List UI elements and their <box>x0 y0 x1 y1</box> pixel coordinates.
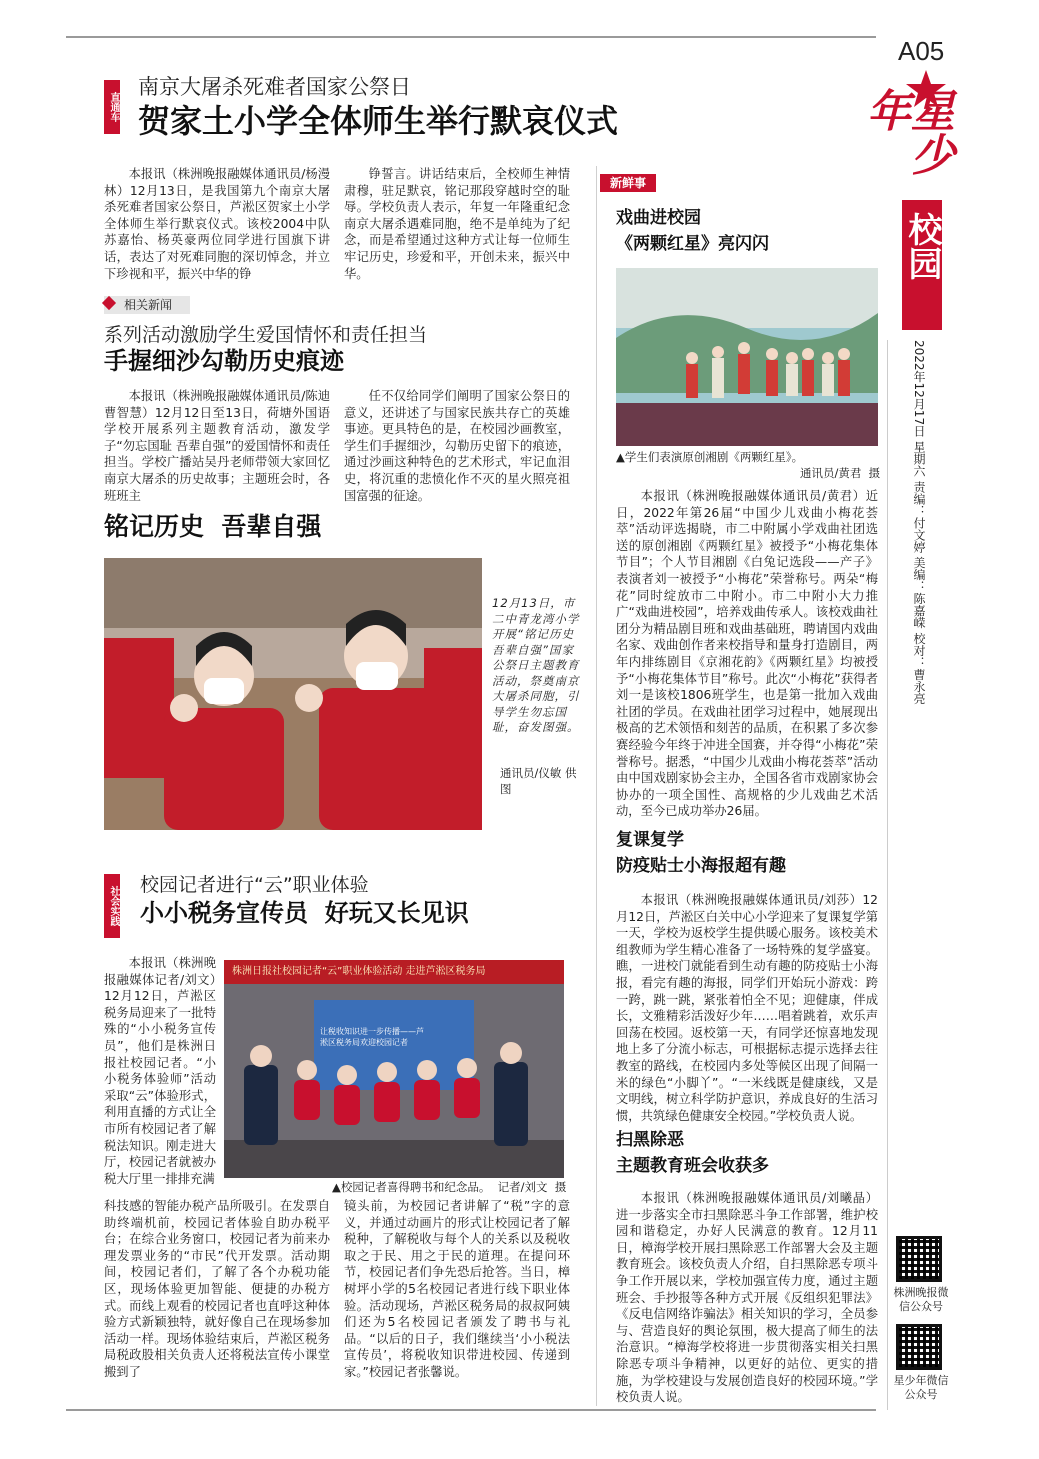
career-photo-caption: ▲校园记者喜得聘书和纪念品。 记者/刘文 摄 <box>332 1180 567 1194</box>
lead-title: 贺家土小学全体师生举行默哀仪式 <box>138 102 619 140</box>
poster-body: 本报讯（株洲晚报融媒体通讯员/刘莎）12月12日，芦淞区白关中心小学迎来了复课复学第一天，学校为返校学生提供暖心服务。该校美术组教师为学生精心准备了一场特殊的复学盛宴。瞧，一进校门就能看到生动有趣的防疫贴士小海报，看完有趣的海报，同学们开始玩小游戏：跨一跨，跳一跳，紧张着怕全不见；迎健康，伴成长，文雅精彩活泼好少年……唱着跳着，欢乐声回荡在校园。返校第一天，有同学还惊喜地发现地上多了分流小标志，可根据标志提示选择去往教室的路线，在校园内多处等候区出现了间隔一米的绿色“小脚丫”。“一米线既是健康线，又是文明线，树立科学防护意识，养成良好的生活习惯，共筑绿色健康安全校园。”学校负责人说。 <box>616 893 878 1123</box>
photo-students-oath <box>104 558 482 830</box>
right-divider <box>887 340 888 1410</box>
qr-code-evening-news[interactable] <box>896 1236 942 1282</box>
column-divider <box>596 166 597 1406</box>
photo-story-credit: 通讯员/仪敏 供图 <box>500 766 577 796</box>
section-badge <box>902 200 942 330</box>
career-title: 小小税务宣传员 好玩又长见识 <box>140 899 469 927</box>
career-col1: 科技感的智能办税产品所吸引。在发票自助终端机前，校园记者体验自助办税平台；在综合业务窗口，校园记者为前来办理发票业务的“市民”代开发票。活动期间，校园记者们，了解了各个办税功能区，现场体验更加智能、便捷的办税方式。而线上观看的校园记者也直呼这种体验方式新颖独特，就好像自己在现场参加活动一样。现场体验结束后，芦淞区税务局税政股相关负责人还将税法宣传小课堂搬到了 <box>104 1199 330 1379</box>
photo-opera-stage <box>616 268 878 446</box>
poster-title-line2: 防疫贴士小海报超有趣 <box>616 856 786 876</box>
career-col2: 镜头前，为校园记者讲解了“税”字的意义，并通过动画片的形式让校园记者了解税种，了解税收与每个人的关系以及税收取之于民、用之于民的道理。在提问环节，校园记者们争先恐后抢答。当日，樟树坪小学的5名校园记者进行线下职业体验。活动现场，芦淞区税务局的叔叔阿姨们还为5名校园记者颁发了聘书与礼品。“以后的日子，我们继续当‘小小税法宣传员’，将税收知识带进校园、传递到家。”校园记者张馨说。 <box>344 1199 570 1379</box>
antigang-body: 本报讯（株洲晚报融媒体通讯员/刘曦晶）进一步落实全市扫黑除恶斗争工作部署，维护校园和谐稳定，办好人民满意的教育。12月11日，樟海学校开展扫黑除恶工作部署大会及主题教育班会。该校负责人介绍，自扫黑除恶专项斗争工作开展以来，学校加强宣传力度，通过主题班会、手抄报等各种方式开展《反组织犯罪法》《反电信网络诈骗法》相关知识的学习，全员参与、营造良好的舆论氛围，极大提高了师生的法治意识。“樟海学校将进一步贯彻落实相关扫黑除恶专项斗争精神，以更好的站位、更实的措施，为学校建设与发展创造良好的校园环境。”学校负责人说。 <box>616 1191 878 1405</box>
career-intro: 本报讯（株洲晚报融媒体记者/刘文）12月12日，芦淞区税务局迎来了一批特殊的“小小税务宣传员”，他们是株洲日报社校园记者。“小小税务体验师”活动采取“云”体验形式，利用直播的方式让全市所有校园记者了解税法知识。刚走进大厅，校园记者就被办税大厅里一排排充满 <box>104 956 216 1186</box>
lead-tag: 直通车 <box>104 80 120 134</box>
tax-screen-text: 让税收知识进一步传播——芦淞区税务局欢迎校园记者 <box>320 1027 424 1047</box>
photo-story-caption: 12月13日，市二中青龙湾小学开展“铭记历史 吾辈自强”国家公祭日主题教育活动，祭奠南京大屠杀同胞，引导学生勿忘国耻，奋发图强。 <box>492 596 580 734</box>
qr-code-xingshaonian[interactable] <box>896 1324 942 1370</box>
brand-text: 星少年 <box>859 88 954 176</box>
bottom-rule <box>66 1409 876 1411</box>
related-col1: 本报讯（株洲晚报融媒体通讯员/陈迪 曹智慧）12月12日至13日，荷塘外国语学校开展系列主题教育活动，激发学子“勿忘国耻 吾辈自强”的爱国情怀和责任担当。学校广播站吴丹老师带领大家回忆南京大屠杀的历史故事；主题班会时，各班班主 <box>104 389 330 503</box>
section-label: 校园 <box>902 212 942 280</box>
lead-subtitle: 南京大屠杀死难者国家公祭日 <box>138 75 411 99</box>
related-subtitle: 系列活动激励学生爱国情怀和责任担当 <box>104 324 428 346</box>
photo-tax-reporters <box>224 960 564 1178</box>
related-col2: 任不仅给同学们阐明了国家公祭日的意义，还讲述了与国家民族共存亡的英雄事迹。更具特色的是，在校园沙画教室，学生们手握细沙，勾勒历史留下的痕迹，通过沙画这种特色的艺术形式，牢记血泪史，将沉重的悲愤化作不灭的星火照亮祖国富强的征途。 <box>344 389 570 503</box>
related-tag: 相关新闻 <box>124 298 173 312</box>
brand-logo <box>859 70 962 200</box>
date-credits: 2022年12月17日 星期六 责编：付文婷 美编：陈嘉嵘 校对：曹永亮 <box>912 340 926 705</box>
opera-title-line2: 《两颗红星》亮闪闪 <box>616 234 769 254</box>
qr-label-evening-news: 株洲晚报微信公众号 <box>893 1286 949 1313</box>
opera-photo-credit: 通讯员/黄君 摄 <box>800 466 881 480</box>
page-number: A05 <box>898 36 945 66</box>
career-tag: 社会实践 <box>104 874 120 938</box>
top-rule <box>66 36 876 38</box>
photo-story-title: 铭记历史 吾辈自强 <box>104 512 322 541</box>
opera-tag: 新鲜事 <box>600 174 656 192</box>
qr-label-xingshaonian: 星少年微信公众号 <box>893 1374 949 1401</box>
career-subtitle: 校园记者进行“云”职业体验 <box>140 874 369 896</box>
opera-body: 本报讯（株洲晚报融媒体通讯员/黄君）近日，2022年第26届“中国少儿戏曲小梅花荟萃”活动评选揭晓，市二中附属小学戏曲社团选送的原创湘剧《两颗红星》被授予“小梅花集体节目”；个人节目湘剧《白兔记选段——产子》表演者刘一被授予“小梅花”荣誉称号。两朵“梅花”同时绽放市二中附小。市二中附小大力推广“戏曲进校园”，培养戏曲传承人。该校戏曲社团分为精品剧目班和戏曲基础班，聘请国内戏曲名家、戏曲创作者来校指导和量身打造剧目，两年内排练剧目《京湘花韵》《两颗红星》均被授予“小梅花集体节目”称号。此次“小梅花”获得者刘一是该校1806班学生，也是第一批加入戏曲社团的学员。在戏曲社团学习过程中，她展现出极高的艺术领悟和刻苦的品质，在积累了多次参赛经验今年终于冲进全国赛，并夺得“小梅花”荣誉称号。据悉，“中国少儿戏曲小梅花荟萃”活动由中国戏剧家协会主办，全国各省市戏剧家协会协办的一项全国性、高规格的少儿戏曲艺术活动，至今已成功举办26届。 <box>616 489 878 819</box>
lead-col2: 铮誓言。讲话结束后，全校师生神情肃穆，驻足默哀，铭记那段穿越时空的耻辱。学校负责人表示，年复一年隆重纪念南京大屠杀遇难同胞，绝不是单纯为了纪念，而是希望通过这种方式让每一位师生牢记历史，珍爱和平，开创未来，振兴中华。 <box>344 167 570 281</box>
opera-title-line1: 戏曲进校园 <box>616 208 701 228</box>
related-title: 手握细沙勾勒历史痕迹 <box>104 347 344 375</box>
poster-title-line1: 复课复学 <box>616 830 684 850</box>
opera-photo-caption: ▲学生们表演原创湘剧《两颗红星》。 <box>616 450 804 464</box>
tax-banner-text: 株洲日报社校园记者“云”职业体验活动 走进芦淞区税务局 <box>232 966 486 977</box>
lead-col1: 本报讯（株洲晚报融媒体通讯员/杨漫林）12月13日，是我国第九个南京大屠杀死难者国家公祭日，芦淞区贺家土小学全体师生举行默哀仪式。该校2004中队苏嘉怡、杨英豪两位同学进行国旗下讲话，表达了对死难同胞的深切悼念，并立下珍视和平，振兴中华的铮 <box>104 167 330 281</box>
antigang-title-line2: 主题教育班会收获多 <box>616 1156 769 1176</box>
antigang-title-line1: 扫黑除恶 <box>616 1130 684 1150</box>
